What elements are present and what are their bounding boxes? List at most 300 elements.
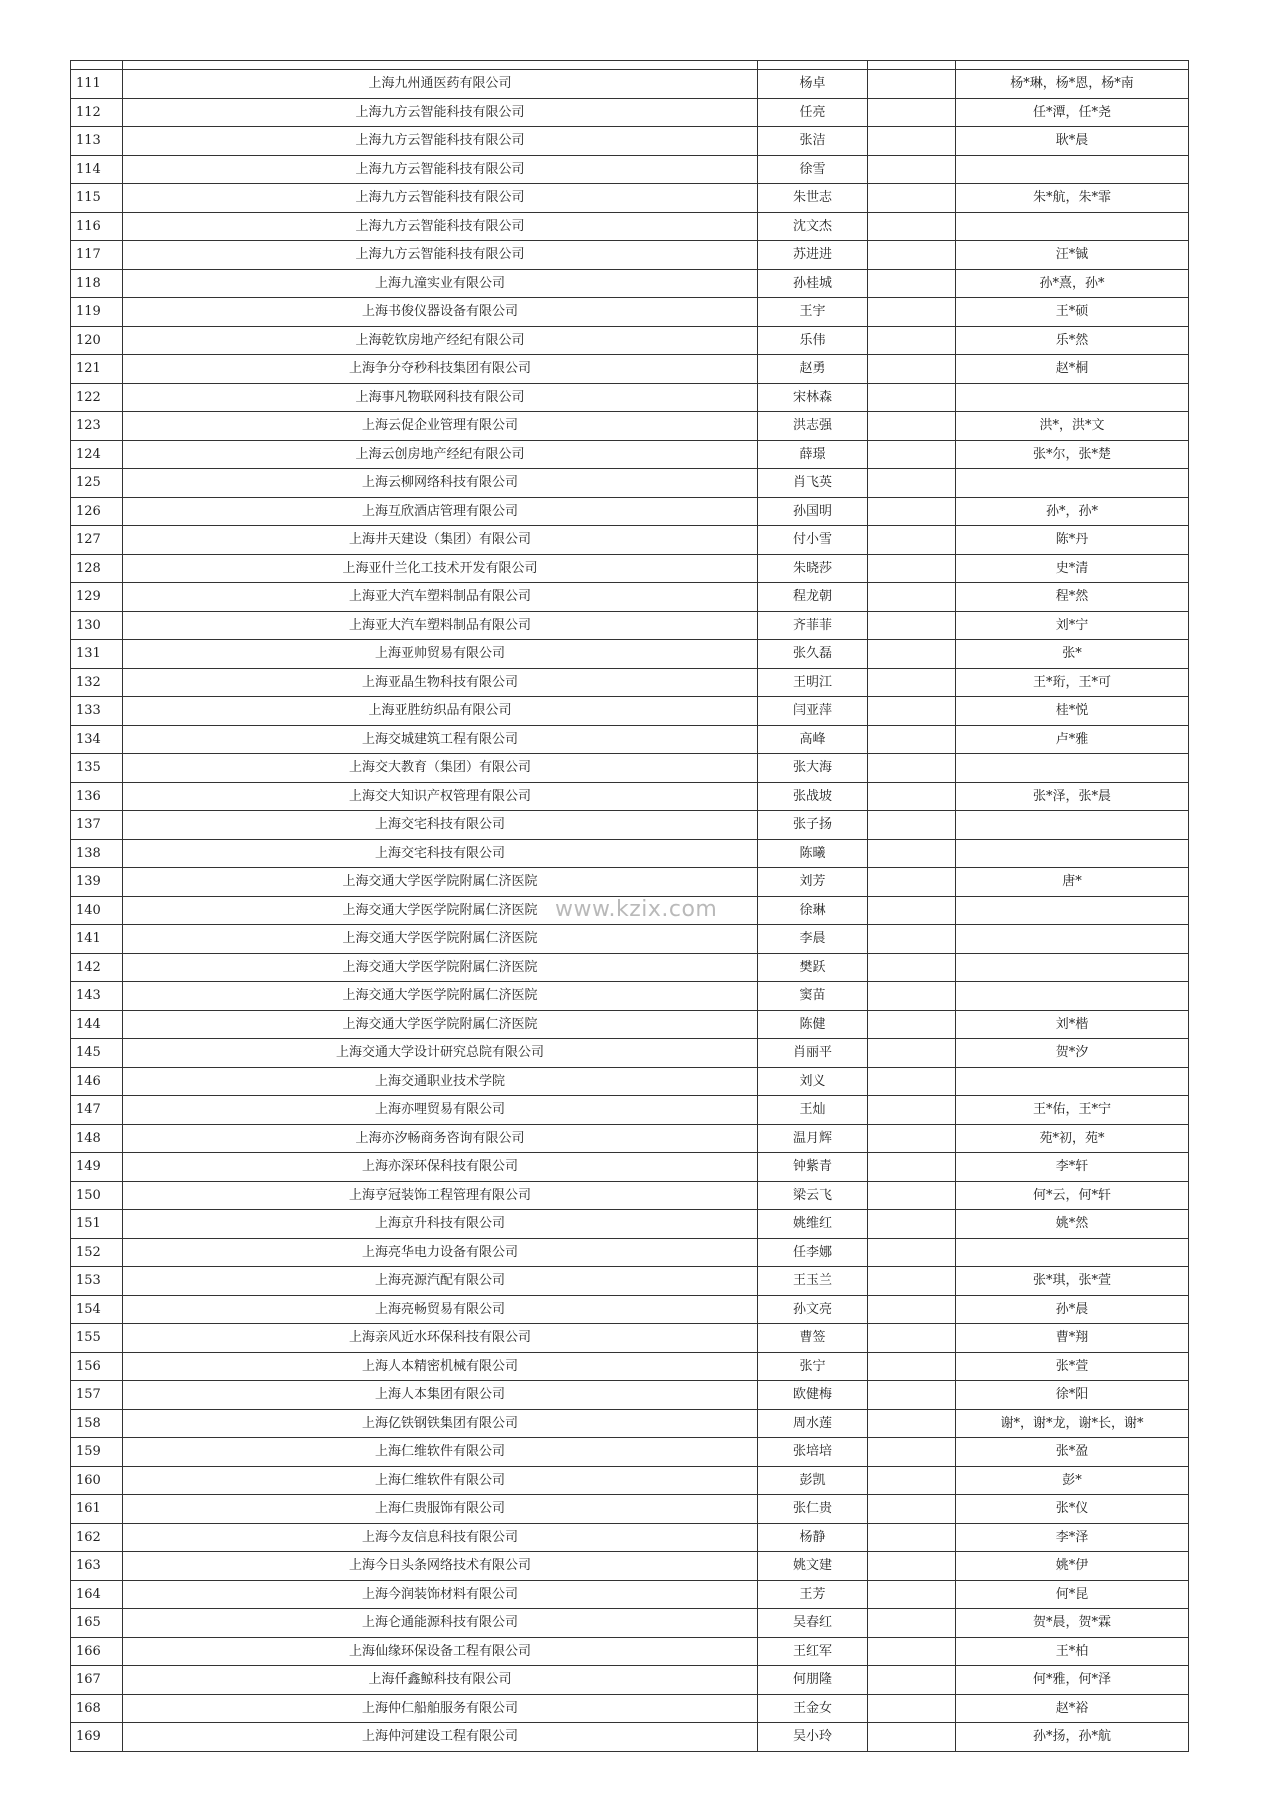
blank-cell [868,1295,956,1324]
children-names: 刘*宁 [956,611,1189,640]
row-number: 111 [71,70,123,99]
row-number: 117 [71,241,123,270]
company-name: 上海亲风近水环保科技有限公司 [123,1324,758,1353]
children-names [956,953,1189,982]
company-name: 上海交通大学医学院附属仁济医院 [123,896,758,925]
company-name: 上海亦深环保科技有限公司 [123,1153,758,1182]
table-row [71,583,1189,612]
company-name: 上海交宅科技有限公司 [123,811,758,840]
children-names: 姚*然 [956,1210,1189,1239]
blank-cell [868,412,956,441]
blank-cell [868,953,956,982]
children-names: 徐*阳 [956,1381,1189,1410]
blank-cell [868,1694,956,1723]
row-number: 116 [71,212,123,241]
table-row [71,326,1189,355]
row-number: 166 [71,1637,123,1666]
company-name: 上海仁维软件有限公司 [123,1466,758,1495]
applicant-name: 闫亚萍 [758,697,868,726]
row-number: 121 [71,355,123,384]
company-name: 上海井天建设（集团）有限公司 [123,526,758,555]
blank-cell [868,811,956,840]
row-number: 167 [71,1666,123,1695]
applicant-name: 杨静 [758,1523,868,1552]
applicant-name: 肖丽平 [758,1039,868,1068]
applicant-name: 任李娜 [758,1238,868,1267]
blank-cell [868,782,956,811]
company-name: 上海仲河建设工程有限公司 [123,1723,758,1752]
applicant-name: 洪志强 [758,412,868,441]
applicant-name: 朱晓莎 [758,554,868,583]
row-number: 133 [71,697,123,726]
table-row [71,155,1189,184]
table-row [71,1723,1189,1752]
row-number: 153 [71,1267,123,1296]
row-number: 114 [71,155,123,184]
row-number: 152 [71,1238,123,1267]
children-names: 贺*晨，贺*霖 [956,1609,1189,1638]
applicant-name: 赵勇 [758,355,868,384]
table-row [71,1181,1189,1210]
table-row [71,1409,1189,1438]
children-names: 任*潭，任*尧 [956,98,1189,127]
table-row [71,1552,1189,1581]
row-number: 160 [71,1466,123,1495]
children-names [956,982,1189,1011]
row-number: 140 [71,896,123,925]
table-row [71,355,1189,384]
children-names: 张*琪，张*萱 [956,1267,1189,1296]
company-name: 上海九方云智能科技有限公司 [123,155,758,184]
table-row [71,1153,1189,1182]
company-name: 上海亚帅贸易有限公司 [123,640,758,669]
company-name: 上海九州通医药有限公司 [123,70,758,99]
blank-cell [868,583,956,612]
children-names: 贺*汐 [956,1039,1189,1068]
row-number: 134 [71,725,123,754]
blank-cell [868,1238,956,1267]
table-row [71,1295,1189,1324]
company-name: 上海云促企业管理有限公司 [123,412,758,441]
blank-cell [868,526,956,555]
children-names: 何*云，何*轩 [956,1181,1189,1210]
children-names: 王*硕 [956,298,1189,327]
table-row [71,1067,1189,1096]
company-name: 上海亚大汽车塑料制品有限公司 [123,611,758,640]
children-names [956,1067,1189,1096]
table-row [71,554,1189,583]
children-names [956,811,1189,840]
row-number: 126 [71,497,123,526]
company-name: 上海仙缘环保设备工程有限公司 [123,1637,758,1666]
row-number: 118 [71,269,123,298]
row-number: 161 [71,1495,123,1524]
applicant-name: 薛璟 [758,440,868,469]
blank-cell [868,212,956,241]
row-number: 148 [71,1124,123,1153]
table-row [71,526,1189,555]
children-names [956,925,1189,954]
table-row [71,1238,1189,1267]
blank-cell [868,184,956,213]
table-row [71,70,1189,99]
row-number: 143 [71,982,123,1011]
row-number: 159 [71,1438,123,1467]
children-names: 孙*扬，孙*航 [956,1723,1189,1752]
table-row [71,925,1189,954]
row-number: 124 [71,440,123,469]
blank-cell [868,155,956,184]
blank-cell [868,754,956,783]
children-names: 陈*丹 [956,526,1189,555]
company-name: 上海交通职业技术学院 [123,1067,758,1096]
applicant-name: 李晨 [758,925,868,954]
children-names: 王*柏 [956,1637,1189,1666]
blank-cell [868,1181,956,1210]
row-number: 156 [71,1352,123,1381]
blank-cell [868,1409,956,1438]
company-name: 上海交城建筑工程有限公司 [123,725,758,754]
children-names: 唐* [956,868,1189,897]
applicant-name: 任亮 [758,98,868,127]
blank-cell [868,326,956,355]
applicant-name: 孙文亮 [758,1295,868,1324]
applicant-name: 宋林森 [758,383,868,412]
blank-cell [868,1267,956,1296]
table-row [71,1438,1189,1467]
blank-cell [868,1210,956,1239]
children-names: 张* [956,640,1189,669]
children-names: 耿*晨 [956,127,1189,156]
row-number: 135 [71,754,123,783]
applicant-name: 陈曦 [758,839,868,868]
table-row [71,184,1189,213]
applicant-name: 欧健梅 [758,1381,868,1410]
table-row [71,982,1189,1011]
children-names: 杨*琳，杨*恩，杨*南 [956,70,1189,99]
applicant-name: 孙国明 [758,497,868,526]
children-names: 王*佑，王*宁 [956,1096,1189,1125]
table-row [71,1466,1189,1495]
applicant-name: 王明江 [758,668,868,697]
table-row [71,640,1189,669]
blank-cell [868,1495,956,1524]
children-names: 赵*桐 [956,355,1189,384]
applicant-name: 张仁贵 [758,1495,868,1524]
children-names [956,383,1189,412]
company-name: 上海云柳网络科技有限公司 [123,469,758,498]
company-name: 上海仟鑫鲸科技有限公司 [123,1666,758,1695]
applicant-name: 程龙朝 [758,583,868,612]
table-row [71,697,1189,726]
table-row [71,1096,1189,1125]
children-names: 赵*裕 [956,1694,1189,1723]
company-name: 上海亚什兰化工技术开发有限公司 [123,554,758,583]
company-name: 上海亚大汽车塑料制品有限公司 [123,583,758,612]
row-number: 149 [71,1153,123,1182]
children-names: 孙*熹，孙* [956,269,1189,298]
company-name: 上海亚晶生物科技有限公司 [123,668,758,697]
blank-cell [868,725,956,754]
company-name: 上海九方云智能科技有限公司 [123,127,758,156]
blank-cell [868,1609,956,1638]
row-number: 128 [71,554,123,583]
table-row [71,241,1189,270]
applicant-name: 张洁 [758,127,868,156]
table-row [71,1010,1189,1039]
blank-cell [868,896,956,925]
applicant-name: 徐琳 [758,896,868,925]
children-names: 张*盈 [956,1438,1189,1467]
children-names: 孙*，孙* [956,497,1189,526]
company-name: 上海亚胜纺织品有限公司 [123,697,758,726]
blank-cell [868,1096,956,1125]
blank-cell [868,1580,956,1609]
applicant-name: 王红军 [758,1637,868,1666]
row-number: 147 [71,1096,123,1125]
table-row [71,1381,1189,1410]
row-number: 162 [71,1523,123,1552]
children-names: 刘*楷 [956,1010,1189,1039]
row-number: 138 [71,839,123,868]
company-name: 上海交通大学设计研究总院有限公司 [123,1039,758,1068]
company-name: 上海云创房地产经纪有限公司 [123,440,758,469]
company-name: 上海事凡物联网科技有限公司 [123,383,758,412]
applicant-name: 姚维红 [758,1210,868,1239]
row-number: 136 [71,782,123,811]
blank-cell [868,1637,956,1666]
blank-cell [868,1438,956,1467]
table-row [71,212,1189,241]
children-names: 汪*铖 [956,241,1189,270]
applicant-name: 温月辉 [758,1124,868,1153]
blank-cell [868,241,956,270]
blank-cell [868,98,956,127]
applicant-name: 王芳 [758,1580,868,1609]
applicant-name: 窦苗 [758,982,868,1011]
table-row [71,1267,1189,1296]
company-name: 上海书俊仪器设备有限公司 [123,298,758,327]
children-names: 程*然 [956,583,1189,612]
applicant-name: 钟紫青 [758,1153,868,1182]
blank-cell [868,611,956,640]
company-name: 上海交宅科技有限公司 [123,839,758,868]
children-names: 谢*，谢*龙，谢*长，谢* [956,1409,1189,1438]
blank-cell [868,1039,956,1068]
children-names: 曹*翔 [956,1324,1189,1353]
company-name: 上海仁贵服饰有限公司 [123,1495,758,1524]
blank-cell [868,355,956,384]
company-name: 上海亦哩贸易有限公司 [123,1096,758,1125]
company-name: 上海交通大学医学院附属仁济医院 [123,868,758,897]
row-number: 158 [71,1409,123,1438]
children-names: 孙*晨 [956,1295,1189,1324]
children-names: 张*泽，张*晨 [956,782,1189,811]
children-names: 张*萱 [956,1352,1189,1381]
blank-cell [868,1466,956,1495]
company-name: 上海争分夺秒科技集团有限公司 [123,355,758,384]
blank-cell [868,1067,956,1096]
row-number: 119 [71,298,123,327]
children-names [956,469,1189,498]
table-row [71,1324,1189,1353]
company-name: 上海京升科技有限公司 [123,1210,758,1239]
applicant-name: 肖飞英 [758,469,868,498]
children-names: 王*珩，王*可 [956,668,1189,697]
blank-cell [868,1124,956,1153]
company-name: 上海九方云智能科技有限公司 [123,241,758,270]
table-row-continuation [71,61,1189,70]
row-number: 115 [71,184,123,213]
table-row [71,839,1189,868]
applicant-name: 徐雪 [758,155,868,184]
row-number: 164 [71,1580,123,1609]
table-row [71,98,1189,127]
company-name: 上海亮畅贸易有限公司 [123,1295,758,1324]
row-number: 113 [71,127,123,156]
company-name: 上海今润装饰材料有限公司 [123,1580,758,1609]
row-number: 163 [71,1552,123,1581]
row-number: 139 [71,868,123,897]
children-names: 李*轩 [956,1153,1189,1182]
company-name: 上海人本集团有限公司 [123,1381,758,1410]
table-row [71,298,1189,327]
applicant-name: 吴春红 [758,1609,868,1638]
applicant-name: 姚文建 [758,1552,868,1581]
table-row [71,1039,1189,1068]
children-names [956,1238,1189,1267]
company-name: 上海亿铁钢铁集团有限公司 [123,1409,758,1438]
children-names: 彭* [956,1466,1189,1495]
blank-cell [868,1552,956,1581]
table-row [71,811,1189,840]
company-name: 上海亦汐畅商务咨询有限公司 [123,1124,758,1153]
company-name: 上海仲仁船舶服务有限公司 [123,1694,758,1723]
applicant-name: 付小雪 [758,526,868,555]
applicant-name: 沈文杰 [758,212,868,241]
blank-cell [868,440,956,469]
table-row [71,1609,1189,1638]
applicant-name: 王玉兰 [758,1267,868,1296]
company-name: 上海今日头条网络技术有限公司 [123,1552,758,1581]
applicant-name: 刘义 [758,1067,868,1096]
blank-cell [868,697,956,726]
table-row [71,1637,1189,1666]
blank-cell [868,469,956,498]
blank-cell [868,269,956,298]
blank-cell [868,982,956,1011]
row-number: 137 [71,811,123,840]
applicant-name: 何朋隆 [758,1666,868,1695]
row-number: 150 [71,1181,123,1210]
row-number: 130 [71,611,123,640]
company-name: 上海亮华电力设备有限公司 [123,1238,758,1267]
company-name: 上海今友信息科技有限公司 [123,1523,758,1552]
table-row [71,1523,1189,1552]
applicant-name: 张久磊 [758,640,868,669]
applicant-name: 王宇 [758,298,868,327]
table-row [71,497,1189,526]
company-name: 上海交通大学医学院附属仁济医院 [123,1010,758,1039]
row-number: 154 [71,1295,123,1324]
row-number: 122 [71,383,123,412]
children-names: 姚*伊 [956,1552,1189,1581]
children-names: 卢*雅 [956,725,1189,754]
children-names: 何*昆 [956,1580,1189,1609]
table-row [71,412,1189,441]
children-names: 史*清 [956,554,1189,583]
row-number: 151 [71,1210,123,1239]
table-row [71,440,1189,469]
row-number: 125 [71,469,123,498]
applicant-name: 杨卓 [758,70,868,99]
table-row [71,1210,1189,1239]
applicant-name: 苏进进 [758,241,868,270]
row-number: 155 [71,1324,123,1353]
table-row [71,953,1189,982]
children-names: 张*尔，张*楚 [956,440,1189,469]
watermark: www.kzix.com [555,897,718,922]
blank-cell [868,298,956,327]
blank-cell [868,70,956,99]
row-number: 132 [71,668,123,697]
table-row [71,868,1189,897]
company-name: 上海交通大学医学院附属仁济医院 [123,953,758,982]
applicant-name: 乐伟 [758,326,868,355]
row-number: 144 [71,1010,123,1039]
applicant-name: 朱世志 [758,184,868,213]
company-name: 上海九方云智能科技有限公司 [123,212,758,241]
table-row [71,383,1189,412]
table-row [71,1694,1189,1723]
blank-cell [868,1523,956,1552]
company-name: 上海交大教育（集团）有限公司 [123,754,758,783]
table-row [71,754,1189,783]
blank-cell [868,868,956,897]
blank-cell [868,1010,956,1039]
company-name: 上海仁维软件有限公司 [123,1438,758,1467]
row-number: 146 [71,1067,123,1096]
applicant-name: 王金女 [758,1694,868,1723]
children-names: 桂*悦 [956,697,1189,726]
row-number: 123 [71,412,123,441]
children-names: 洪*，洪*文 [956,412,1189,441]
company-name: 上海交大知识产权管理有限公司 [123,782,758,811]
row-number: 120 [71,326,123,355]
row-number: 127 [71,526,123,555]
children-names [956,155,1189,184]
company-name: 上海亮源汽配有限公司 [123,1267,758,1296]
table-row [71,469,1189,498]
applicant-name: 曹签 [758,1324,868,1353]
row-number: 141 [71,925,123,954]
company-name: 上海仑通能源科技有限公司 [123,1609,758,1638]
row-number: 157 [71,1381,123,1410]
table-row [71,725,1189,754]
company-name: 上海九潼实业有限公司 [123,269,758,298]
table-row [71,1580,1189,1609]
applicant-name: 高峰 [758,725,868,754]
children-names: 张*仪 [956,1495,1189,1524]
table-row [71,1352,1189,1381]
table-row [71,668,1189,697]
company-name: 上海交通大学医学院附属仁济医院 [123,925,758,954]
children-names: 苑*初，苑* [956,1124,1189,1153]
blank-cell [868,497,956,526]
blank-cell [868,640,956,669]
blank-cell [868,127,956,156]
row-number: 129 [71,583,123,612]
